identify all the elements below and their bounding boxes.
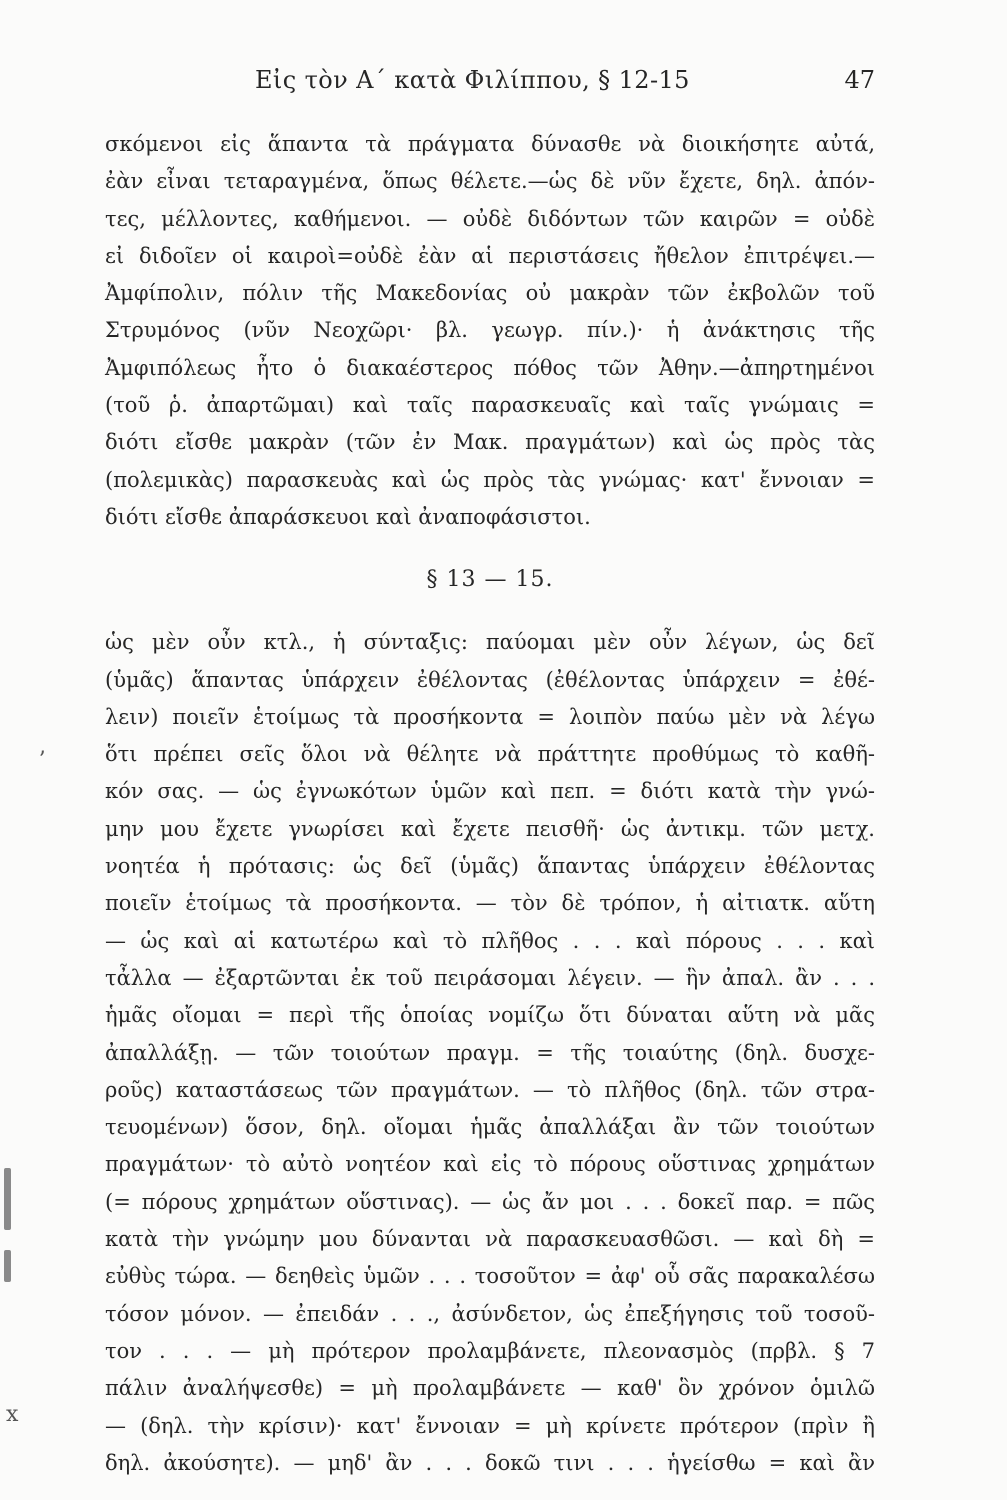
page-number: 47 — [844, 66, 875, 94]
text-line: δηλ. ἀκούσητε). — μηδ' ἂν . . . δοκῶ τινι . . . ἡγείσθω = καὶ ἂν — [105, 1450, 875, 1475]
text-line: (ὑμᾶς) ἅπαντας ὑπάρχειν ἐθέλοντας (ἐθέλοντας ὑπάρχειν = ἐθέ- — [105, 667, 875, 692]
text-line: μην μου ἔχετε γνωρίσει καὶ ἔχετε πεισθῆ· ὡς ἀντικμ. τῶν μετχ. — [105, 816, 875, 841]
text-line: ὅτι πρέπει σεῖς ὅλοι νὰ θέλητε νὰ πράττητε προθύμως τὸ καθῆ- — [105, 742, 875, 767]
text-line: πάλιν ἀναλήψεσθε) = μὴ προλαμβάνετε — καθ' ὃν χρόνον ὁμιλῶ — [105, 1376, 875, 1401]
text-line: διότι εἴσθε ἀπαράσκευοι καὶ ἀναποφάσιστοι. — [105, 504, 591, 529]
section-heading: § 13 — 15. — [426, 567, 554, 593]
text-line: εὐθὺς τώρα. — δεηθεὶς ὑμῶν . . . τοσοῦτον = ἀφ' οὗ σᾶς παρακαλέσω — [105, 1264, 875, 1289]
text-line: ὡς μὲν οὖν κτλ., ἡ σύνταξις: παύομαι μὲν οὖν λέγων, ὡς δεῖ — [105, 630, 875, 655]
text-line: τον . . . — μὴ πρότερον προλαμβάνετε, πλεονασμὸς (πρβλ. § 7 — [105, 1338, 875, 1363]
text-line: τἆλλα — ἐξαρτῶνται ἐκ τοῦ πειράσομαι λέγειν. — ἣν ἀπαλ. ἂν . . . — [105, 965, 875, 990]
text-line: Ἀμφίπολιν, πόλιν τῆς Μακεδονίας οὐ μακρὰν τῶν ἐκβολῶν τοῦ — [105, 281, 875, 306]
text-line: λειν) ποιεῖν ἑτοίμως τὰ προσήκοντα = λοιπὸν παύω μὲν νὰ λέγω — [105, 704, 875, 729]
binding-edge-mark — [4, 1168, 11, 1230]
text-line: ἀπαλλάξῃ. — τῶν τοιούτων πραγμ. = τῆς τοιαύτης (δηλ. δυσχε- — [105, 1040, 875, 1065]
text-line: (πολεμικὰς) παρασκευὰς καὶ ὡς πρὸς τὰς γνώμας· κατ' ἔννοιαν = — [105, 467, 875, 492]
paragraph-1 — [105, 126, 875, 536]
text-line: ἐὰν εἶναι τεταραγμένα, ὅπως θέλετε.—ὡς δὲ νῦν ἔχετε, δηλ. ἀπόν- — [105, 169, 875, 194]
text-line: — (δηλ. τὴν κρίσιν)· κατ' ἔννοιαν = μὴ κρίνετε πρότερον (πρὶν ἢ — [105, 1413, 875, 1438]
text-line: (= πόρους χρημάτων οὕστινας). — ὡς ἄν μοι . . . δοκεῖ παρ. = πῶς — [105, 1189, 875, 1214]
text-line: κατὰ τὴν γνώμην μου δύνανται νὰ παρασκευασθῶσι. — καὶ δὴ = — [105, 1227, 875, 1252]
text-line: Στρυμόνος (νῦν Νεοχῶρι· βλ. γεωγρ. πίν.)· ἡ ἀνάκτησις τῆς — [105, 318, 875, 343]
text-line: τευομένων) ὅσον, δηλ. οἴομαι ἡμᾶς ἀπαλλάξαι ἂν τῶν τοιούτων — [105, 1115, 875, 1140]
binding-edge-mark — [4, 1250, 11, 1282]
text-line: ποιεῖν ἑτοίμως τὰ προσήκοντα. — τὸν δὲ τρόπον, ἡ αἰτιατκ. αὕτη — [105, 891, 875, 916]
margin-mark: ʼ — [38, 748, 45, 773]
text-line: πραγμάτων· τὸ αὐτὸ νοητέον καὶ εἰς τὸ πόρους οὕστινας χρημάτων — [105, 1152, 875, 1177]
paragraph-2 — [105, 624, 875, 1482]
text-line: νοητέα ἡ πρότασις: ὡς δεῖ (ὑμᾶς) ἅπαντας ὑπάρχειν ἐθέλοντας — [105, 854, 875, 879]
text-line: διότι εἴσθε μακρὰν (τῶν ἐν Μακ. πραγμάτων) καὶ ὡς πρὸς τὰς — [105, 430, 875, 455]
text-line: εἰ διδοῖεν οἱ καιροὶ=οὐδὲ ἐὰν αἱ περιστάσεις ἤθελον ἐπιτρέψει.— — [105, 243, 875, 268]
page-header — [105, 66, 875, 98]
text-line: τόσον μόνον. — ἐπειδάν . . ., ἀσύνδετον, ὡς ἐπεξήγησις τοῦ τοσοῦ- — [105, 1301, 875, 1326]
text-line: — ὡς καὶ αἱ κατωτέρω καὶ τὸ πλῆθος . . . καὶ πόρους . . . καὶ — [105, 928, 875, 953]
text-line: κόν σας. — ὡς ἐγνωκότων ὑμῶν καὶ πεπ. = διότι κατὰ τὴν γνώ- — [105, 779, 875, 804]
text-line: σκόμενοι εἰς ἅπαντα τὰ πράγματα δύνασθε νὰ διοικήσητε αὐτά, — [105, 132, 875, 156]
commentary-text — [105, 126, 875, 1482]
text-line: ροῦς) καταστάσεως τῶν πραγμάτων. — τὸ πλῆθος (δηλ. τῶν στρα- — [105, 1077, 875, 1102]
running-head: Εἰς τὸν Α΄ κατὰ Φιλίππου, § 12-15 — [255, 66, 690, 94]
text-line: τες, μέλλοντες, καθήμενοι. — οὐδὲ διδόντων τῶν καιρῶν = οὐδὲ — [105, 206, 875, 231]
text-line: (τοῦ ῥ. ἀπαρτῶμαι) καὶ ταῖς παρασκευαῖς καὶ ταῖς γνώμαις = — [105, 393, 875, 418]
margin-mark: ⅹ — [6, 1402, 19, 1427]
text-line: Ἀμφιπόλεως ἦτο ὁ διακαέστερος πόθος τῶν Ἀθην.—ἀπηρτημένοι — [105, 355, 875, 380]
text-line: ἡμᾶς οἴομαι = περὶ τῆς ὁποίας νομίζω ὅτι δύναται αὕτη νὰ μᾶς — [105, 1003, 875, 1028]
